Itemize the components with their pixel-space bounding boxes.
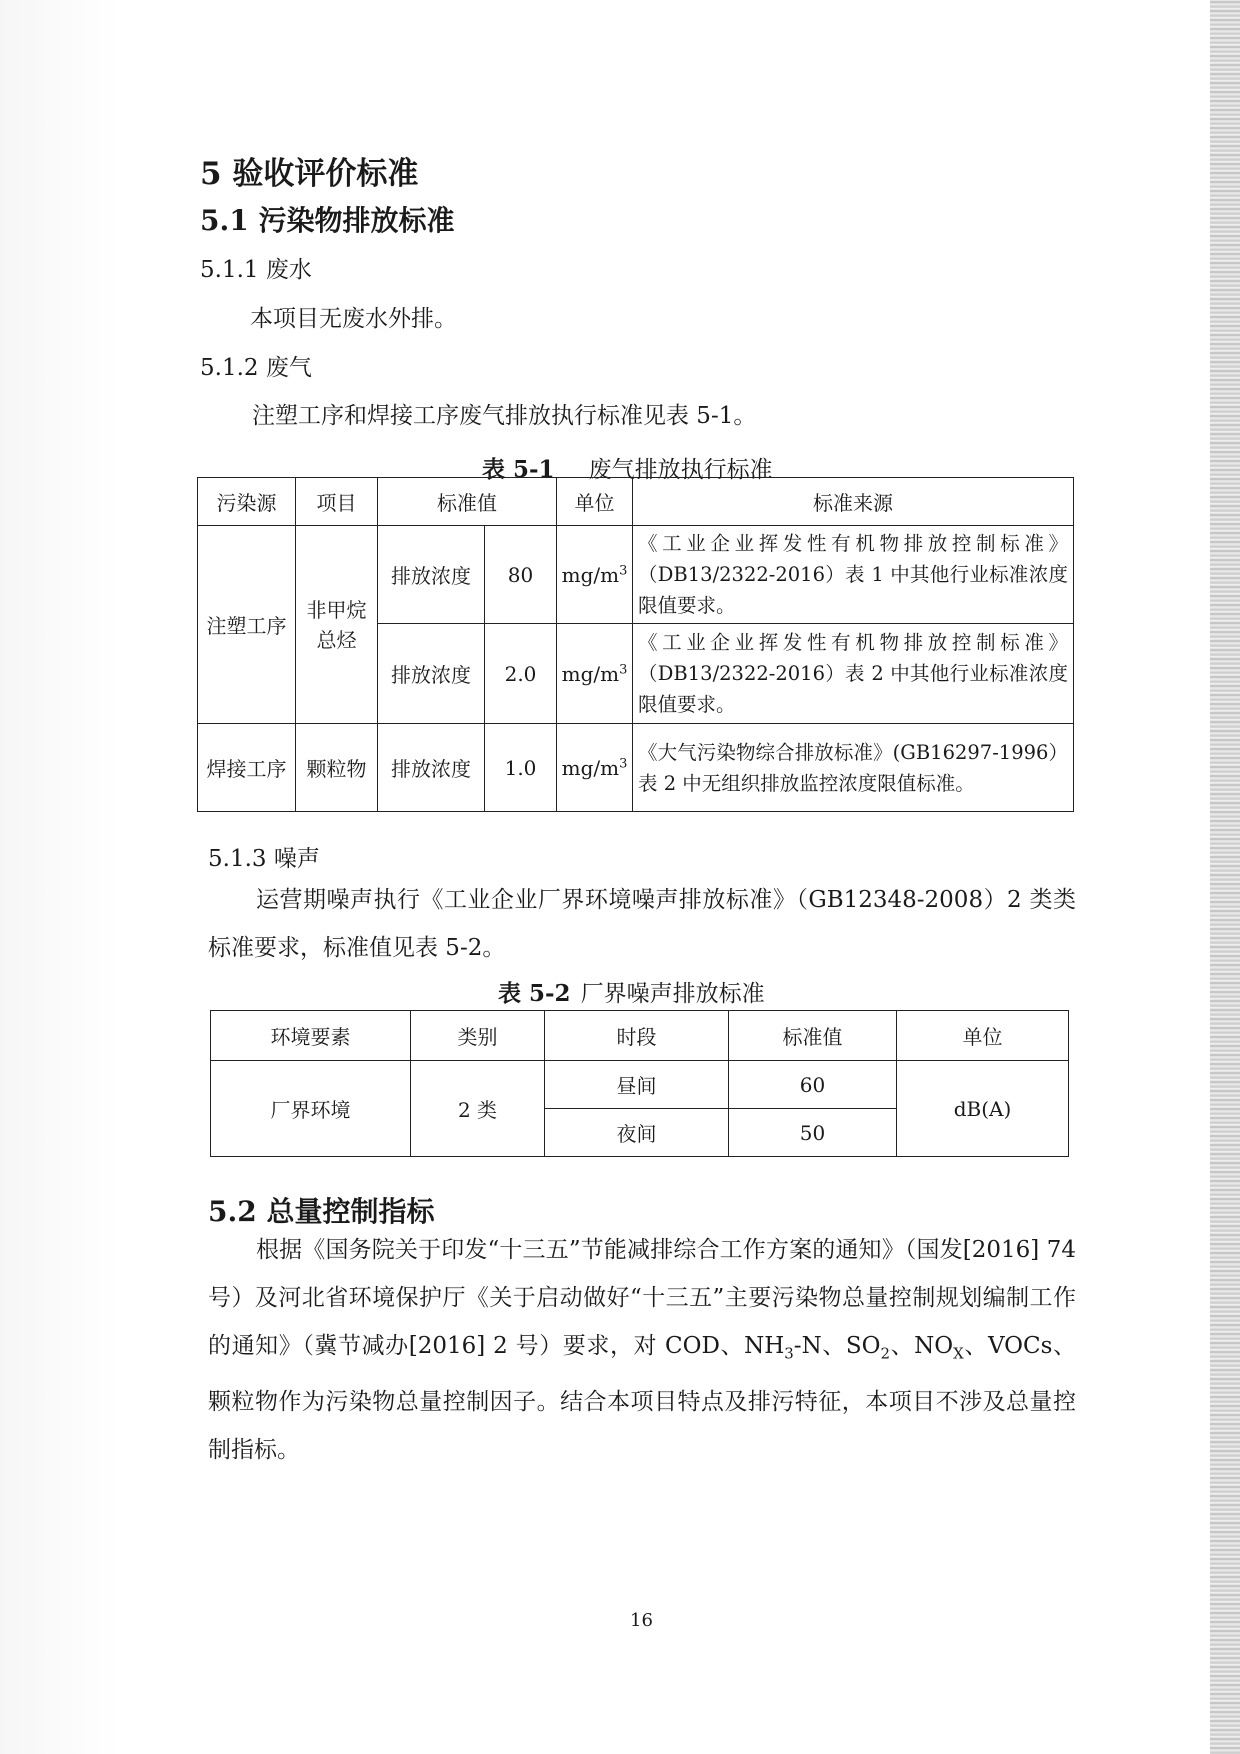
table-row: [198, 526, 1074, 624]
header-unit: 单位: [557, 478, 633, 526]
section-5-1-heading: 5.1 污染物排放标准: [200, 204, 455, 237]
scan-edge-right: [1210, 0, 1240, 1754]
cell-item: 非甲烷总烃: [296, 526, 378, 724]
exhaust-gas-text: 注塑工序和焊接工序废气排放执行标准见表 5-1。: [252, 403, 757, 429]
section-5-heading: 5 验收评价标准: [200, 156, 419, 192]
table-5-2-number: 表 5-2: [498, 980, 571, 1007]
cell-value: 60: [729, 1061, 897, 1109]
total-control-text: 根据《国务院关于印发“十三五”节能减排综合工作方案的通知》（国发[2016] 74 号）及河北省环境保护厅《关于启动做好“十三五”主要污染物总量控制规划编制工作的通知》（冀节减办[2016] 2 号）要求，对 COD、$NH_3-N$、$SO_2$、$NO_X$、VOCs、颗粒物作为污染物总量控制因子。结合本项目特点及排污特征，本项目不涉及总量控制指标。: [208, 1237, 1077, 1463]
section-5-2-heading: 5.2 总量控制指标: [208, 1195, 435, 1228]
header-standard-source: 标准来源: [633, 478, 1074, 526]
cell-item: 颗粒物: [296, 724, 378, 812]
table-5-2-noise-standards: [210, 1010, 1069, 1157]
cell-unit: $mg/m^3$: [557, 624, 633, 724]
cell-period: 昼间: [545, 1061, 729, 1109]
header-unit: 单位: [897, 1011, 1069, 1061]
cell-source: 焊接工序: [198, 724, 296, 812]
cell-value: 80: [485, 526, 557, 624]
cell-unit: $mg/m^3$: [557, 526, 633, 624]
header-source: 污染源: [198, 478, 296, 526]
table-5-1-number: 表 5-1: [482, 456, 555, 483]
cell-metric: 排放浓度: [378, 624, 485, 724]
header-element: 环境要素: [211, 1011, 411, 1061]
cell-unit: $mg/m^3$: [557, 724, 633, 812]
scan-shadow-left: [0, 0, 120, 1754]
table-row: [198, 724, 1074, 812]
table-header-row: [198, 478, 1074, 526]
header-standard-value: 标准值: [729, 1011, 897, 1061]
cell-standard-source: 《大气污染物综合排放标准》(GB16297-1996）表 2 中无组织排放监控浓度限值标准。: [633, 724, 1074, 812]
section-5-1-2-heading: 5.1.2 废气: [200, 355, 312, 381]
header-standard-value: 标准值: [378, 478, 557, 526]
cell-value: 2.0: [485, 624, 557, 724]
table-5-1-exhaust-standards: [197, 477, 1074, 812]
section-5-1-3-heading: 5.1.3 噪声: [208, 846, 320, 872]
header-item: 项目: [296, 478, 378, 526]
table-5-2-title: 厂界噪声排放标准: [580, 981, 765, 1007]
header-category: 类别: [411, 1011, 545, 1061]
page-number: 16: [630, 1610, 653, 1631]
cell-period: 夜间: [545, 1109, 729, 1157]
cell-metric: 排放浓度: [378, 724, 485, 812]
cell-category: 2 类: [411, 1061, 545, 1157]
table-header-row: [211, 1011, 1069, 1061]
table-5-1-title: 废气排放执行标准: [588, 457, 773, 483]
cell-value: 1.0: [485, 724, 557, 812]
cell-unit: dB(A): [897, 1061, 1069, 1157]
cell-standard-source: 《工业企业挥发性有机物排放控制标准》（DB13/2322-2016）表 1 中其他行业标准浓度限值要求。: [633, 526, 1074, 624]
wastewater-text: 本项目无废水外排。: [250, 306, 457, 332]
header-period: 时段: [545, 1011, 729, 1061]
table-5-2-caption: [498, 975, 765, 1008]
cell-value: 50: [729, 1109, 897, 1157]
cell-metric: 排放浓度: [378, 526, 485, 624]
cell-element: 厂界环境: [211, 1061, 411, 1157]
noise-standard-text: 运营期噪声执行《工业企业厂界环境噪声排放标准》（GB12348-2008）2 类类标准要求，标准值见表 5-2。: [208, 887, 1076, 961]
cell-source: 注塑工序: [198, 526, 296, 724]
table-row: [211, 1061, 1069, 1109]
cell-standard-source: 《工业企业挥发性有机物排放控制标准》（DB13/2322-2016）表 2 中其他行业标准浓度限值要求。: [633, 624, 1074, 724]
section-5-1-1-heading: 5.1.1 废水: [200, 257, 312, 283]
